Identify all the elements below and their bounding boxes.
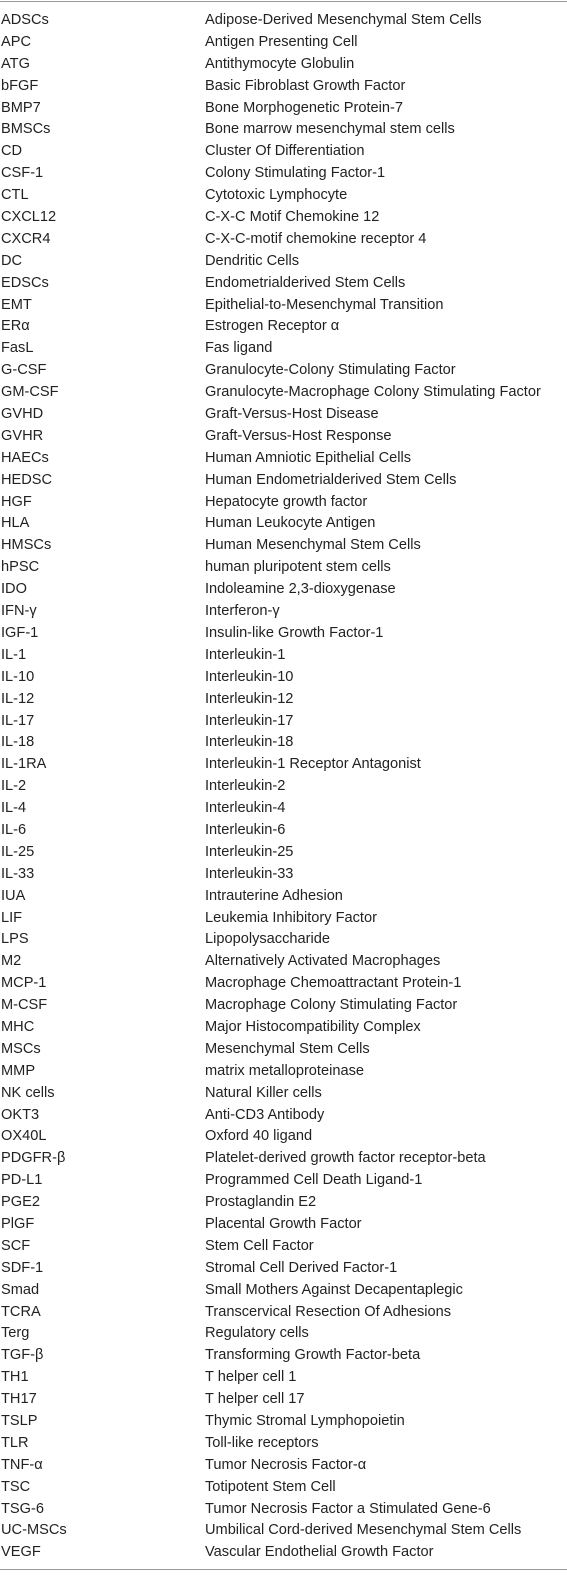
definition-cell: Cluster Of Differentiation: [205, 143, 365, 160]
abbreviation-cell: BMP7: [1, 99, 41, 116]
table-row: [0, 1455, 567, 1477]
table-row: [0, 1433, 567, 1455]
definition-cell: Tumor Necrosis Factor a Stimulated Gene-6: [205, 1500, 491, 1517]
definition-cell: Lipopolysaccharide: [205, 931, 330, 948]
abbreviation-cell: TH17: [1, 1391, 37, 1408]
definition-cell: C-X-C Motif Chemokine 12: [205, 209, 380, 226]
abbreviation-cell: DC: [1, 252, 23, 269]
abbreviation-cell: APC: [1, 33, 32, 50]
abbreviation-cell: IL-18: [1, 734, 35, 751]
definition-cell: Mesenchymal Stem Cells: [205, 1040, 370, 1057]
abbreviation-list: [0, 2, 567, 1564]
definition-cell: Natural Killer cells: [205, 1084, 322, 1101]
definition-cell: Adipose-Derived Mesenchymal Stem Cells: [205, 12, 482, 28]
table-row: [0, 973, 567, 995]
table-row: [0, 754, 567, 776]
abbreviation-cell: ERα: [1, 318, 30, 335]
table-row: [0, 535, 567, 557]
abbreviation-cell: CSF-1: [1, 165, 44, 182]
definition-cell: Stromal Cell Derived Factor-1: [205, 1259, 398, 1276]
abbreviation-cell: EDSCs: [1, 274, 49, 291]
definition-cell: Interleukin-10: [205, 668, 294, 685]
definition-cell: Anti-CD3 Antibody: [205, 1106, 325, 1123]
definition-cell: Stem Cell Factor: [205, 1237, 314, 1254]
abbreviation-cell: LIF: [1, 909, 23, 926]
abbreviation-cell: IL-17: [1, 712, 35, 729]
definition-cell: Thymic Stromal Lymphopoietin: [205, 1413, 405, 1429]
abbreviation-cell: SCF: [1, 1237, 31, 1254]
abbreviation-cell: PD-L1: [1, 1172, 43, 1189]
definition-cell: Macrophage Chemoattractant Protein-1: [205, 975, 462, 992]
abbreviation-cell: HLA: [1, 515, 30, 532]
definition-cell: Oxford 40 ligand: [205, 1128, 313, 1145]
table-row: [0, 251, 567, 273]
definition-cell: Granulocyte-Macrophage Colony Stimulating Factor: [205, 384, 541, 401]
abbreviation-cell: hPSC: [1, 559, 40, 576]
table-row: [0, 1345, 567, 1367]
table-row: [0, 1236, 567, 1258]
table-row: [0, 360, 567, 382]
definition-cell: Bone marrow mesenchymal stem cells: [205, 121, 455, 138]
definition-cell: Human Amniotic Epithelial Cells: [205, 449, 412, 466]
abbreviation-cell: TGF-β: [1, 1347, 44, 1364]
definition-cell: Human Mesenchymal Stem Cells: [205, 537, 421, 554]
definition-cell: Regulatory cells: [205, 1325, 309, 1342]
definition-cell: Fas ligand: [205, 340, 273, 357]
definition-cell: Totipotent Stem Cell: [205, 1478, 336, 1495]
definition-cell: Intrauterine Adhesion: [205, 887, 343, 904]
table-row: [0, 1258, 567, 1280]
definition-cell: Granulocyte-Colony Stimulating Factor: [205, 362, 456, 379]
definition-cell: Antithymocyte Globulin: [205, 55, 355, 72]
table-row: [0, 579, 567, 601]
abbreviation-cell: IFN-γ: [1, 603, 37, 620]
definition-cell: Bone Morphogenetic Protein-7: [205, 99, 403, 116]
table-row: [0, 295, 567, 317]
table-row: [0, 623, 567, 645]
table-row: [0, 645, 567, 667]
table-row: [0, 557, 567, 579]
table-row: [0, 601, 567, 623]
definition-cell: Transforming Growth Factor-beta: [205, 1347, 421, 1364]
table-row: [0, 842, 567, 864]
table-row: [0, 776, 567, 798]
definition-cell: Prostaglandin E2: [205, 1194, 317, 1211]
table-row: [0, 229, 567, 251]
table-row: [0, 1170, 567, 1192]
table-row: [0, 98, 567, 120]
definition-cell: Hepatocyte growth factor: [205, 493, 368, 510]
abbreviation-cell: MCP-1: [1, 975, 47, 992]
abbreviation-cell: IL-12: [1, 690, 35, 707]
abbreviation-cell: M2: [1, 953, 22, 970]
table-row: [0, 185, 567, 207]
definition-cell: C-X-C-motif chemokine receptor 4: [205, 230, 427, 247]
table-row: [0, 667, 567, 689]
abbreviation-cell: IDO: [1, 581, 27, 598]
definition-cell: Alternatively Activated Macrophages: [205, 953, 441, 970]
abbreviation-cell: HGF: [1, 493, 32, 510]
definition-cell: Major Histocompatibility Complex: [205, 1018, 421, 1035]
definition-cell: Platelet-derived growth factor receptor-beta: [205, 1150, 486, 1167]
table-row: [0, 820, 567, 842]
definition-cell: Interleukin-12: [205, 690, 294, 707]
definition-cell: Indoleamine 2,3-dioxygenase: [205, 581, 396, 598]
table-row: [0, 732, 567, 754]
table-row: [0, 207, 567, 229]
definition-cell: Human Leukocyte Antigen: [205, 515, 376, 532]
definition-cell: Umbilical Cord-derived Mesenchymal Stem Cells: [205, 1522, 522, 1539]
abbreviation-cell: IL-6: [1, 821, 27, 838]
definition-cell: Estrogen Receptor α: [205, 318, 340, 335]
abbreviation-cell: IUA: [1, 887, 26, 904]
table-row: [0, 76, 567, 98]
table-row: [0, 1389, 567, 1411]
abbreviation-cell: Terg: [1, 1325, 30, 1342]
table-row: [0, 338, 567, 360]
abbreviation-cell: HEDSC: [1, 471, 53, 488]
abbreviation-cell: IL-33: [1, 865, 35, 882]
abbreviation-cell: TCRA: [1, 1303, 41, 1320]
abbreviation-cell: IL-1RA: [1, 756, 47, 773]
abbreviation-cell: CD: [1, 143, 23, 160]
abbreviation-cell: GVHD: [1, 406, 44, 423]
abbreviation-cell: TSC: [1, 1478, 31, 1495]
definition-cell: Endometrialderived Stem Cells: [205, 274, 406, 291]
definition-cell: T helper cell 17: [205, 1391, 305, 1408]
definition-cell: Antigen Presenting Cell: [205, 33, 358, 50]
abbreviation-cell: UC-MSCs: [1, 1522, 67, 1539]
table-row: [0, 1302, 567, 1324]
abbreviation-cell: IL-25: [1, 843, 35, 860]
abbreviation-cell: NK cells: [1, 1084, 55, 1101]
table-row: [0, 995, 567, 1017]
definition-cell: Transcervical Resection Of Adhesions: [205, 1303, 452, 1320]
table-bottom-rule: [0, 1569, 567, 1570]
definition-cell: Cytotoxic Lymphocyte: [205, 187, 348, 204]
definition-cell: Tumor Necrosis Factor-α: [205, 1456, 367, 1473]
table-row: [0, 492, 567, 514]
abbreviation-cell: OX40L: [1, 1128, 47, 1145]
definition-cell: Insulin-like Growth Factor-1: [205, 624, 384, 641]
table-row: [0, 864, 567, 886]
abbreviation-cell: IL-2: [1, 778, 27, 795]
abbreviation-cell: ADSCs: [1, 12, 49, 28]
definition-cell: Placental Growth Factor: [205, 1215, 362, 1232]
definition-cell: Basic Fibroblast Growth Factor: [205, 77, 406, 94]
abbreviation-cell: PDGFR-β: [1, 1150, 66, 1167]
abbreviation-cell: SDF-1: [1, 1259, 44, 1276]
definition-cell: Interleukin-1 Receptor Antagonist: [205, 756, 421, 773]
definition-cell: Toll-like receptors: [205, 1434, 319, 1451]
definition-cell: Epithelial-to-Mesenchymal Transition: [205, 296, 444, 313]
definition-cell: Interleukin-1: [205, 646, 286, 663]
definition-cell: T helper cell 1: [205, 1369, 297, 1386]
definition-cell: human pluripotent stem cells: [205, 559, 391, 576]
abbreviation-cell: PlGF: [1, 1215, 35, 1232]
definition-cell: Human Endometrialderived Stem Cells: [205, 471, 457, 488]
table-row: [0, 886, 567, 908]
definition-cell: Dendritic Cells: [205, 252, 300, 269]
abbreviation-cell: IL-4: [1, 800, 27, 817]
definition-cell: Graft-Versus-Host Disease: [205, 406, 379, 423]
table-row: [0, 1039, 567, 1061]
abbreviation-cell: OKT3: [1, 1106, 40, 1123]
definition-cell: Small Mothers Against Decapentaplegic: [205, 1281, 463, 1298]
table-row: [0, 448, 567, 470]
abbreviation-cell: HAECs: [1, 449, 49, 466]
table-row: [0, 404, 567, 426]
abbreviation-cell: CTL: [1, 187, 29, 204]
table-row: [0, 426, 567, 448]
abbreviation-cell: EMT: [1, 296, 32, 313]
table-row: [0, 1214, 567, 1236]
abbreviation-cell: PGE2: [1, 1194, 40, 1211]
table-row: [0, 798, 567, 820]
table-row: [0, 1126, 567, 1148]
abbreviation-cell: TH1: [1, 1369, 29, 1386]
table-row: [0, 1017, 567, 1039]
abbreviation-cell: M-CSF: [1, 997, 48, 1014]
abbreviation-cell: HMSCs: [1, 537, 52, 554]
abbreviation-cell: IGF-1: [1, 624, 39, 641]
definition-cell: Interleukin-33: [205, 865, 294, 882]
abbreviation-cell: G-CSF: [1, 362, 47, 379]
table-row: [0, 32, 567, 54]
abbreviation-cell: MHC: [1, 1018, 35, 1035]
definition-cell: Graft-Versus-Host Response: [205, 427, 392, 444]
table-row: [0, 141, 567, 163]
definition-cell: Programmed Cell Death Ligand-1: [205, 1172, 423, 1189]
abbreviation-cell: TSLP: [1, 1413, 38, 1429]
definition-cell: Interleukin-6: [205, 821, 286, 838]
definition-cell: Interleukin-25: [205, 843, 294, 860]
definition-cell: Macrophage Colony Stimulating Factor: [205, 997, 458, 1014]
table-row: [0, 1367, 567, 1389]
table-row: [0, 1280, 567, 1302]
table-row: [0, 119, 567, 141]
definition-cell: Vascular Endothelial Growth Factor: [205, 1544, 434, 1561]
table-row: [0, 1323, 567, 1345]
abbreviation-cell: IL-10: [1, 668, 35, 685]
table-row: [0, 1411, 567, 1433]
abbreviation-cell: MSCs: [1, 1040, 41, 1057]
table-row: [0, 54, 567, 76]
table-row: [0, 1520, 567, 1542]
abbreviation-cell: Smad: [1, 1281, 40, 1298]
abbreviation-cell: LPS: [1, 931, 29, 948]
table-row: [0, 1148, 567, 1170]
abbreviation-cell: CXCR4: [1, 230, 51, 247]
table-row: [0, 929, 567, 951]
table-row: [0, 1477, 567, 1499]
definition-cell: Interleukin-2: [205, 778, 286, 795]
abbreviation-cell: CXCL12: [1, 209, 57, 226]
abbreviation-cell: VEGF: [1, 1544, 41, 1561]
abbreviation-cell: TSG-6: [1, 1500, 44, 1517]
table-row: [0, 10, 567, 32]
table-row: [0, 382, 567, 404]
definition-cell: Leukemia Inhibitory Factor: [205, 909, 377, 926]
table-row: [0, 1542, 567, 1564]
abbreviation-cell: IL-1: [1, 646, 27, 663]
table-row: [0, 470, 567, 492]
table-row: [0, 951, 567, 973]
abbreviation-cell: GM-CSF: [1, 384, 59, 401]
table-row: [0, 1192, 567, 1214]
abbreviation-cell: TLR: [1, 1434, 29, 1451]
definition-cell: matrix metalloproteinase: [205, 1062, 364, 1079]
table-row: [0, 163, 567, 185]
table-row: [0, 1061, 567, 1083]
table-row: [0, 1499, 567, 1521]
table-row: [0, 689, 567, 711]
table-row: [0, 1083, 567, 1105]
abbreviation-cell: BMSCs: [1, 121, 51, 138]
table-row: [0, 513, 567, 535]
definition-cell: Interleukin-4: [205, 800, 286, 817]
table-row: [0, 908, 567, 930]
definition-cell: Interferon-γ: [205, 603, 280, 620]
abbreviation-cell: TNF-α: [1, 1456, 43, 1473]
abbreviation-cell: ATG: [1, 55, 30, 72]
table-row: [0, 711, 567, 733]
abbreviation-cell: MMP: [1, 1062, 36, 1079]
table-row: [0, 316, 567, 338]
table-row: [0, 1105, 567, 1127]
table-row: [0, 273, 567, 295]
definition-cell: Interleukin-18: [205, 734, 294, 751]
definition-cell: Colony Stimulating Factor-1: [205, 165, 386, 182]
abbreviation-cell: bFGF: [1, 77, 39, 94]
definition-cell: Interleukin-17: [205, 712, 294, 729]
abbreviation-cell: FasL: [1, 340, 34, 357]
abbreviation-cell: GVHR: [1, 427, 44, 444]
